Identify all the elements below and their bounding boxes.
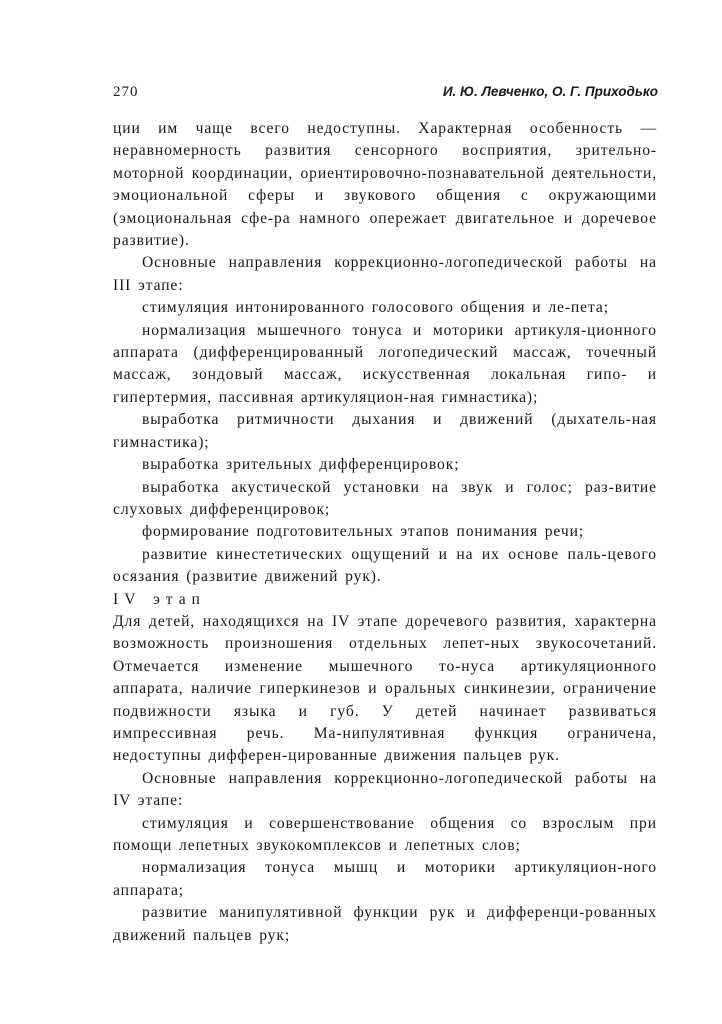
stage4-paragraph: Для детей, находящихся на IV этапе доречевого развития, характерна возможность произношения отдельных лепет-ных звукосочетаний. Отмечается изменение мышечного то-нуса артикуляционного аппарата, наличие гиперкинезов и оральных синкинезии, ограничение подвижности языка и губ. У детей начинает развиваться импрессивная речь. Ма-нипулятивная функция ограничена, недоступны дифферен-цированные движения пальцев рук. [113, 612, 657, 765]
body-text [113, 118, 657, 947]
stage4-title: IV этап [113, 590, 206, 608]
list-item: нормализация тонуса мышц и моторики артикуляцион-ного аппарата; [113, 859, 657, 899]
list-item: стимуляция интонированного голосового общения и ле-пета; [142, 299, 609, 317]
list-item: нормализация мышечного тонуса и моторики артикуля-ционного аппарата (дифференцированный логопедический массаж, точечный массаж, зондовый массаж, искусственная локальная гипо- и гипертермия, пассивная артикуляцион-ная гимнастика); [113, 321, 657, 406]
list-item: выработка зрительных дифференцировок; [142, 456, 460, 474]
list-item: выработка ритмичности дыхания и движений (дыхатель-ная гимнастика); [113, 411, 657, 451]
running-header-authors: И. Ю. Левченко, О. Г. Приходько [442, 84, 658, 99]
stage4-heading: Основные направления коррекционно-логопедической работы на IV этапе: [113, 769, 657, 810]
list-item: развитие кинестетических ощущений и на их основе паль-цевого осязания (развитие движений рук). [113, 545, 657, 586]
intro-paragraph: ции им чаще всего недоступны. Характерная особенность — неравномерность развития сенсорного восприятия, зрительно-моторной координации, ориентировочно-познавательной деятельности, эмоциональной сферы и звукового общения с окружающими (эмоциональная сфе-ра намного опережает двигательное и доречевое развитие). [113, 120, 657, 250]
list-item: развитие манипулятивной функции рук и дифференци-рованных движений пальцев рук; [113, 904, 657, 944]
list-item: выработка акустической установки на звук и голос; раз-витие слуховых дифференцировок; [113, 478, 657, 518]
page-number: 270 [113, 84, 139, 100]
list-item: стимуляция и совершенствование общения со взрослым при помощи лепетных звукокомплексов и лепетных слов; [113, 814, 657, 854]
stage3-heading: Основные направления коррекционно-логопедической работы на III этапе: [113, 254, 657, 294]
list-item: формирование подготовительных этапов понимания речи; [142, 523, 585, 541]
